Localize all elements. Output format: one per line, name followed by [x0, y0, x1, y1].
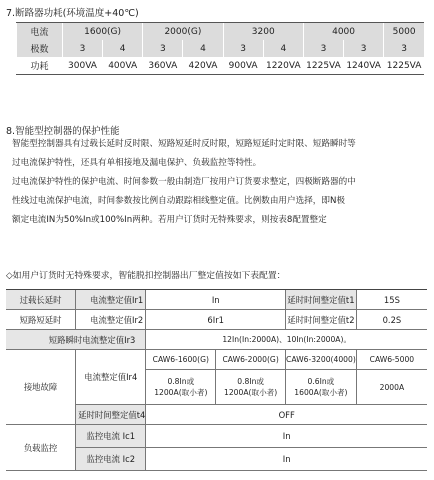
t1-value: 15S — [356, 290, 427, 310]
load-label: 负载监控 — [6, 425, 76, 471]
short-delay-row — [6, 310, 427, 330]
instant-row — [6, 330, 427, 350]
row-header-power: 功耗 — [17, 57, 63, 75]
current-group: 2000(G) — [143, 23, 223, 41]
paragraph-line: 过电流保护特性的保护电流、时间参数一般由制造厂按用户订货要求整定，四极断路器的中 — [12, 177, 356, 187]
poles-cell: 3 — [223, 40, 263, 57]
current-group: 5000 — [384, 23, 424, 41]
ground-models-row — [6, 350, 427, 370]
short-delay-label: 短路短延时 — [6, 310, 76, 330]
section7-title: 7.断路器功耗(环境温度+40℃) — [6, 8, 139, 19]
poles-cell: 4 — [263, 40, 303, 57]
ir4-label: 电流整定值Ir4 — [76, 350, 146, 405]
t4-label: 延时时间整定值t4 — [76, 405, 146, 425]
power-cell: 360VA — [143, 57, 183, 75]
ic1-value: In — [146, 425, 427, 448]
poles-row — [17, 40, 425, 57]
ir1-value: In — [146, 290, 286, 310]
power-row — [17, 57, 425, 75]
row-header-poles: 极数 — [17, 40, 63, 57]
settings-note: ◇如用户订货时无特殊要求，智能脱扣控制器出厂整定值按如下表配置： — [6, 271, 286, 281]
poles-cell: 3 — [344, 40, 384, 57]
t4-value: OFF — [146, 405, 427, 425]
t2-label: 延时时间整定值t2 — [286, 310, 357, 330]
ground-model: CAW6-5000 — [356, 350, 427, 370]
protection-paragraph — [12, 135, 356, 230]
poles-cell: 3 — [384, 40, 424, 57]
power-cell: 900VA — [223, 57, 263, 75]
poles-cell: 4 — [183, 40, 223, 57]
overload-label: 过载长延时 — [6, 290, 76, 310]
factory-settings-table — [6, 289, 427, 471]
ground-model: CAW6-3200(4000) — [286, 350, 357, 370]
current-group: 3200 — [223, 23, 303, 41]
ir1-label: 电流整定值Ir1 — [76, 290, 146, 310]
power-cell: 400VA — [103, 57, 143, 75]
paragraph-line: 过电流保护特性，还具有单相接地及漏电保护、负载监控等特性。 — [12, 158, 262, 168]
row-header-current: 电流 — [17, 23, 63, 41]
power-cell: 420VA — [183, 57, 223, 75]
power-cell: 1220VA — [263, 57, 303, 75]
ir3-label: 短路瞬时电流整定值Ir3 — [6, 330, 146, 350]
ground-label: 接地故障 — [6, 350, 76, 425]
paragraph-line: 性线过电流保护电流，时间参数按比例自动跟踪相线整定值。比例数由用户选择，即N极 — [12, 196, 345, 206]
current-group: 4000 — [303, 23, 383, 41]
paragraph-line: 智能型控制器具有过载长延时反时限、短路短延时反时限，短路短延时定时限、短路瞬时等 — [12, 139, 356, 149]
ic2-value: In — [146, 448, 427, 471]
current-row — [17, 23, 425, 41]
overload-row — [6, 290, 427, 310]
poles-cell: 3 — [303, 40, 343, 57]
poles-cell: 4 — [103, 40, 143, 57]
ground-value: 2000A — [356, 370, 427, 405]
ic1-label: 监控电流 Ic1 — [76, 425, 146, 448]
ground-model: CAW6-2000(G) — [216, 350, 286, 370]
current-group: 1600(G) — [62, 23, 142, 41]
ground-value: 0.8In或 1200A(取小者) — [146, 370, 216, 405]
ground-model: CAW6-1600(G) — [146, 350, 216, 370]
poles-cell: 3 — [62, 40, 102, 57]
power-cell: 1240VA — [344, 57, 384, 75]
power-cell: 300VA — [62, 57, 102, 75]
ir3-value: 12In(In:2000A)、10In(In:2000A)。 — [146, 330, 427, 350]
power-cell: 1225VA — [303, 57, 343, 75]
load-ic1-row — [6, 425, 427, 448]
ground-value: 0.8In或 1200A(取小者) — [216, 370, 286, 405]
paragraph-line: 额定电流IN为50%In或100%In两种。若用户订货时无特殊要求，则按表8配置整定 — [12, 215, 327, 225]
power-cell: 1225VA — [384, 57, 424, 75]
t1-label: 延时时间整定值t1 — [286, 290, 357, 310]
ground-value: 0.6In或 1600A(取小者) — [286, 370, 357, 405]
poles-cell: 3 — [143, 40, 183, 57]
t2-value: 0.2S — [356, 310, 427, 330]
ic2-label: 监控电流 Ic2 — [76, 448, 146, 471]
ir2-value: 6Ir1 — [146, 310, 286, 330]
power-consumption-table — [16, 22, 424, 75]
ir2-label: 电流整定值Ir2 — [76, 310, 146, 330]
section8-title: 8.智能型控制器的保护性能 — [6, 126, 120, 137]
